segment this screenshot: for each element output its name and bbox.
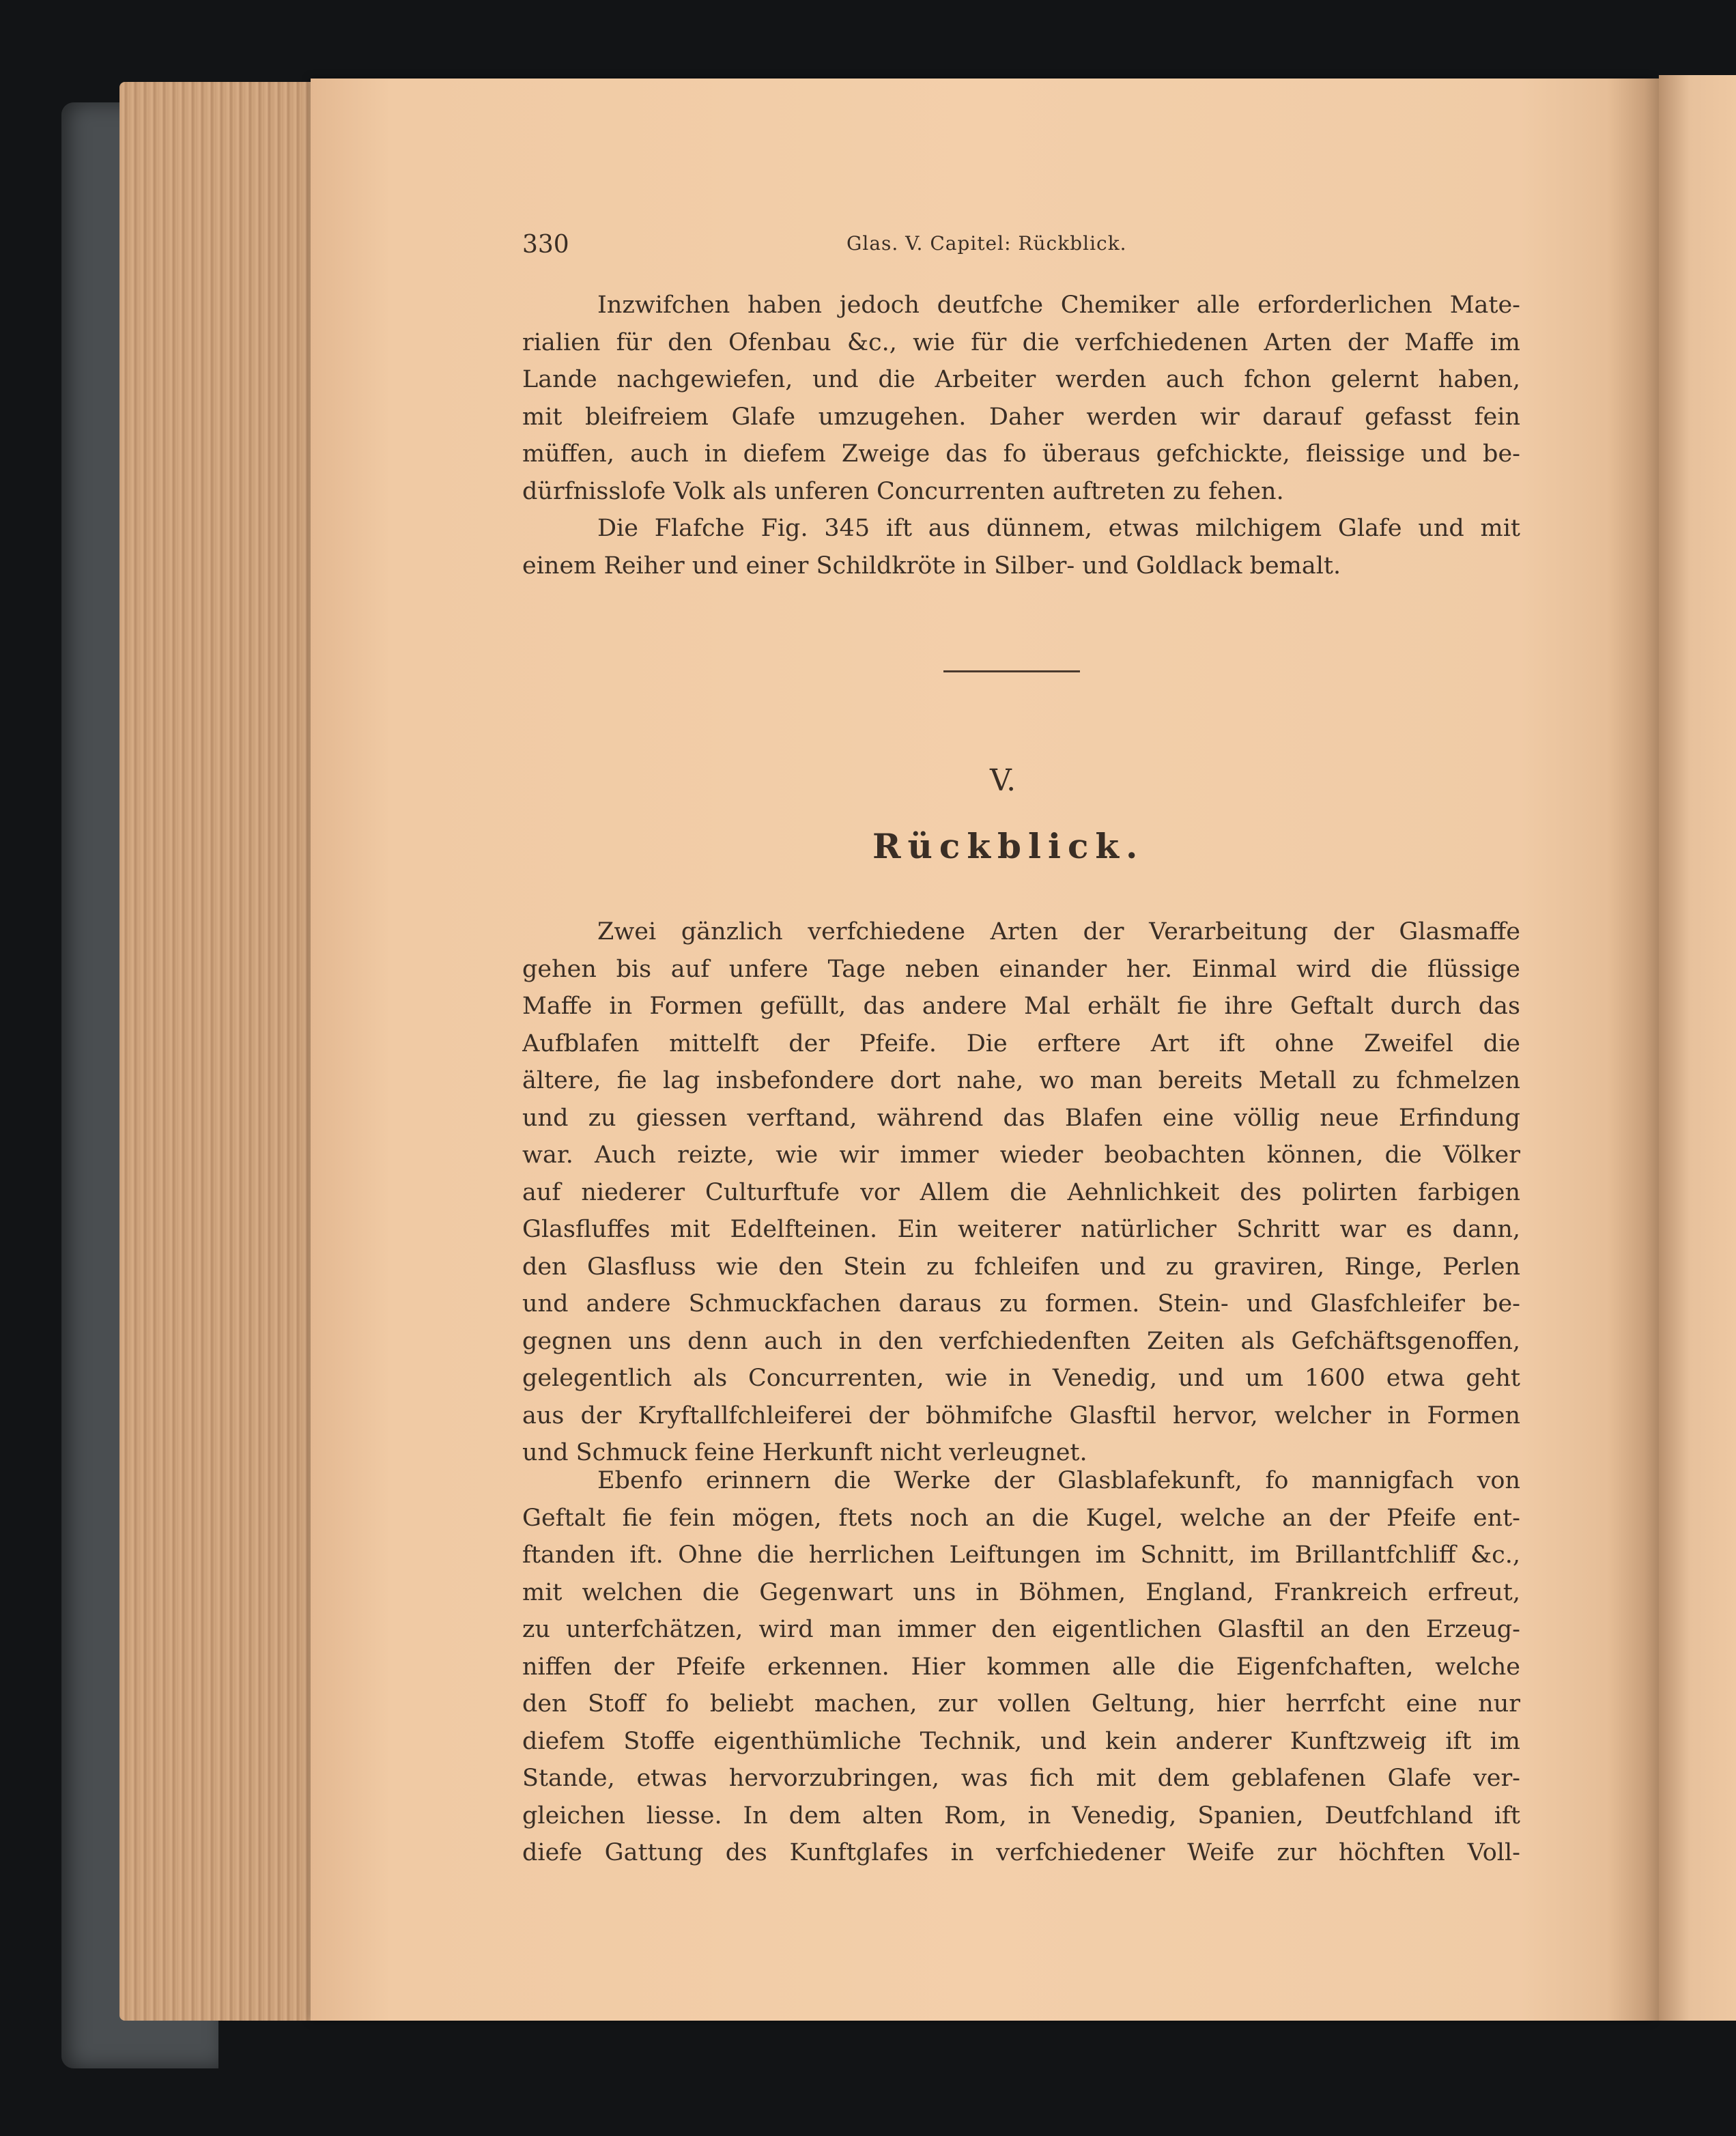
text-line: Geftalt fie fein mögen, ftets noch an die Kugel, welche an der Pfeife ent-	[522, 1504, 1520, 1532]
page-edges	[119, 82, 324, 2021]
text-line: gleichen liesse. In dem alten Rom, in Venedig, Spanien, Deutfchland ift	[522, 1802, 1520, 1829]
text-line: gelegentlich als Concurrenten, wie in Venedig, und um 1600 etwa geht	[522, 1365, 1520, 1392]
text-line: gegnen uns denn auch in den verfchiedenften Zeiten als Gefchäftsgenoffen,	[522, 1327, 1520, 1355]
text-line: diefem Stoffe eigenthümliche Technik, und kein anderer Kunftzweig ift im	[522, 1727, 1520, 1755]
text-line: dürfnisslofe Volk als unferen Concurrenten auftreten zu fehen.	[522, 477, 1284, 505]
text-line: den Glasfluss wie den Stein zu fchleifen und zu graviren, Ringe, Perlen	[522, 1253, 1520, 1281]
text-line: mit welchen die Gegenwart uns in Böhmen, England, Frankreich erfreut,	[522, 1578, 1520, 1606]
text-line: und zu giessen verftand, während das Blafen eine völlig neue Erfindung	[522, 1104, 1520, 1132]
text-line: rialien für den Ofenbau &c., wie für die verfchiedenen Arten der Maffe im	[522, 328, 1520, 356]
text-line: Stande, etwas hervorzubringen, was fich mit dem geblafenen Glafe ver-	[522, 1765, 1520, 1792]
paragraph-2	[522, 510, 1520, 584]
text-line: Aufblafen mittelft der Pfeife. Die erftere Art ift ohne Zweifel die	[522, 1029, 1520, 1057]
text-line: und andere Schmuckfachen daraus zu formen. Stein- und Glasfchleifer be-	[522, 1290, 1520, 1318]
text-line: Maffe in Formen gefüllt, das andere Mal erhält fie ihre Geftalt durch das	[522, 993, 1520, 1020]
text-line: den Stoff fo beliebt machen, zur vollen Geltung, hier herrfcht eine nur	[522, 1690, 1520, 1718]
text-line: auf niederer Culturftufe vor Allem die Aehnlichkeit des polirten farbigen	[522, 1178, 1520, 1206]
running-head: Glas. V. Capitel: Rückblick.	[846, 232, 1127, 255]
text-line: mit bleifreiem Glafe umzugehen. Daher werden wir darauf gefasst fein	[522, 403, 1520, 431]
text-line: aus der Kryftallfchleiferei der böhmifche Glasftil hervor, welcher in Formen	[522, 1401, 1520, 1429]
text-line: Die Flafche Fig. 345 ift aus dünnem, etwas milchigem Glafe und mit	[597, 515, 1520, 542]
text-line: Inzwifchen haben jedoch deutfche Chemiker alle erforderlichen Mate-	[597, 291, 1520, 319]
section-divider	[943, 670, 1080, 672]
chapter-title: Rückblick.	[872, 826, 1145, 866]
text-line: gehen bis auf unfere Tage neben einander her. Einmal wird die flüssige	[522, 955, 1520, 983]
page-number: 330	[522, 231, 569, 259]
chapter-number: V.	[990, 763, 1016, 798]
text-line: ftanden ift. Ohne die herrlichen Leiftungen im Schnitt, im Brillantfchliff &c.,	[522, 1541, 1520, 1569]
paragraph-3	[522, 913, 1520, 1472]
text-line: zu unterfchätzen, wird man immer den eigentlichen Glasftil an den Erzeug-	[522, 1616, 1520, 1643]
text-line: Lande nachgewiefen, und die Arbeiter werden auch fchon gelernt haben,	[522, 366, 1520, 393]
facing-page-edge	[1659, 75, 1736, 2021]
text-line: Ebenfo erinnern die Werke der Glasblafekunft, fo mannigfach von	[597, 1467, 1520, 1494]
paragraph-1	[522, 287, 1520, 510]
paragraph-4	[522, 1462, 1520, 1872]
text-line: war. Auch reizte, wie wir immer wieder beobachten können, die Völker	[522, 1141, 1520, 1169]
text-line: Glasfluffes mit Edelfteinen. Ein weiterer natürlicher Schritt war es dann,	[522, 1216, 1520, 1243]
text-line: Zwei gänzlich verfchiedene Arten der Verarbeitung der Glasmaffe	[597, 918, 1520, 945]
text-line: müffen, auch in diefem Zweige das fo überaus gefchickte, fleissige und be-	[522, 440, 1520, 468]
text-line: einem Reiher und einer Schildkröte in Silber- und Goldlack bemalt.	[522, 552, 1341, 580]
text-line: diefe Gattung des Kunftglafes in verfchiedener Weife zur höchften Voll-	[522, 1839, 1520, 1866]
text-line: und Schmuck feine Herkunft nicht verleugnet.	[522, 1439, 1087, 1466]
text-line: niffen der Pfeife erkennen. Hier kommen alle die Eigenfchaften, welche	[522, 1653, 1520, 1681]
text-line: ältere, fie lag insbefondere dort nahe, wo man bereits Metall zu fchmelzen	[522, 1067, 1520, 1094]
